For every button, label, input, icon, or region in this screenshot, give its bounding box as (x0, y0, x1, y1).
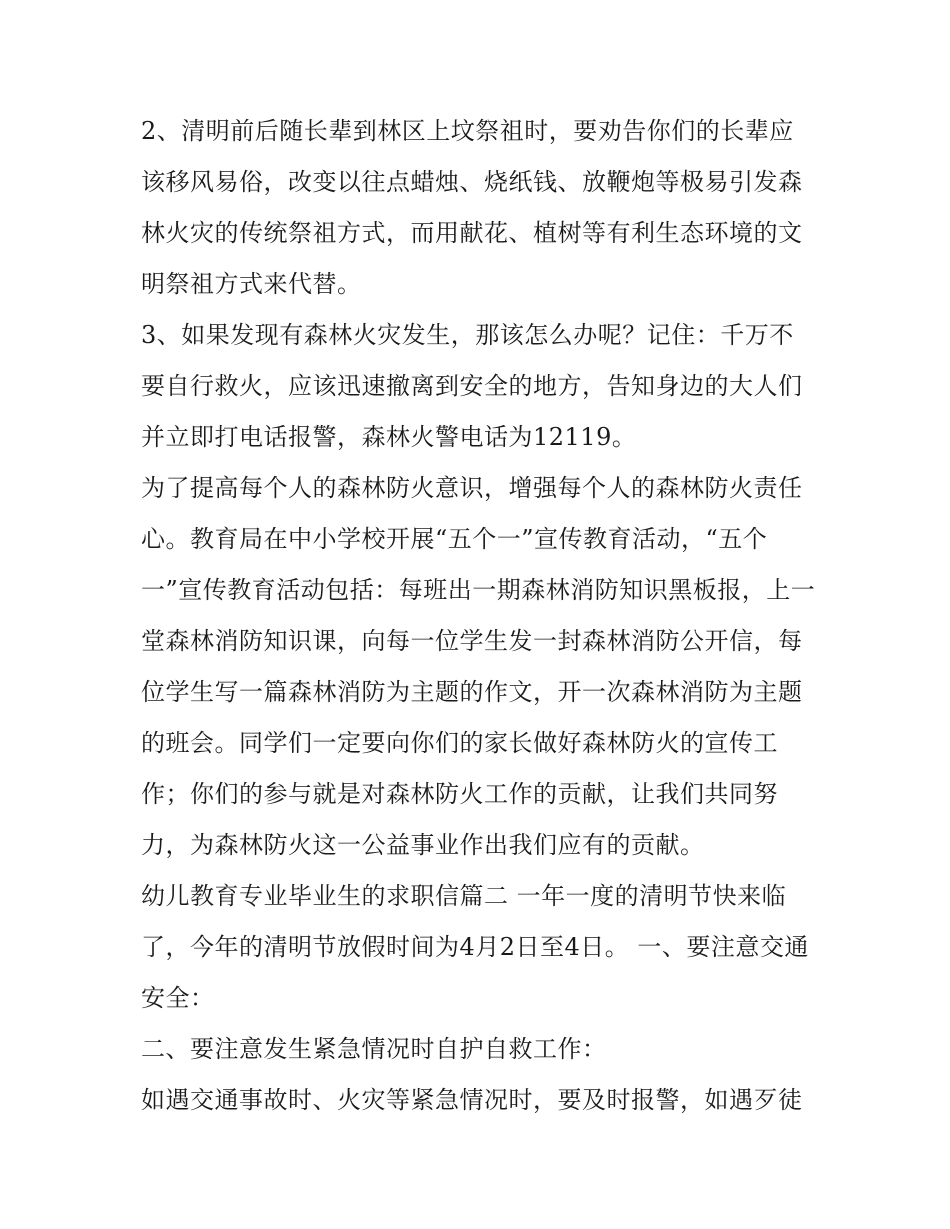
paragraph-item-5: 二、要注意发生紧急情况时自护自救工作： (141, 1035, 607, 1063)
paragraph-item-3: 为了提高每个人的森林防火意识，增强每个人的森林防火责任心。教育局在中小学校开展“五个一”宣传教育活动，“五个一”宣传教育活动包括：每班出一期森林消防知识黑板报，上一堂森林消防知识课，向每一位学生发一封森林消防公开信，每位学生写一篇森林消防为主题的作文，开一次森林消防为主题的班会。同学们一定要向你们的家长做好森林防火的宣传工作；你们的参与就是对森林防火工作的贡献，让我们共同努力，为森林防火这一公益事业作出我们应有的贡献。 (141, 474, 816, 859)
paragraph-item-6: 如遇交通事故时、火灾等紧急情况时，要及时报警，如遇歹徒 (141, 1086, 803, 1114)
paragraph-item-1: 2、清明前后随长辈到林区上坟祭祖时，要劝告你们的长辈应该移风易俗，改变以往点蜡烛、烧纸钱、放鞭炮等极易引发森林火灾的传统祭祖方式，而用献花、植树等有利生态环境的文明祭祖方式来代替。 (141, 117, 803, 298)
paragraph-item-2: 3、如果发现有森林火灾发生，那该怎么办呢？记住：千万不要自行救火，应该迅速撤离到安全的地方，告知身边的大人们并立即打电话报警，森林火警电话为12119。 (141, 321, 803, 451)
paragraph-item-4: 幼儿教育专业毕业生的求职信篇二 一年一度的清明节快来临了，今年的清明节放假时间为4月2日至4日。 一、要注意交通安全： (141, 882, 809, 1012)
document-body (141, 106, 816, 1126)
